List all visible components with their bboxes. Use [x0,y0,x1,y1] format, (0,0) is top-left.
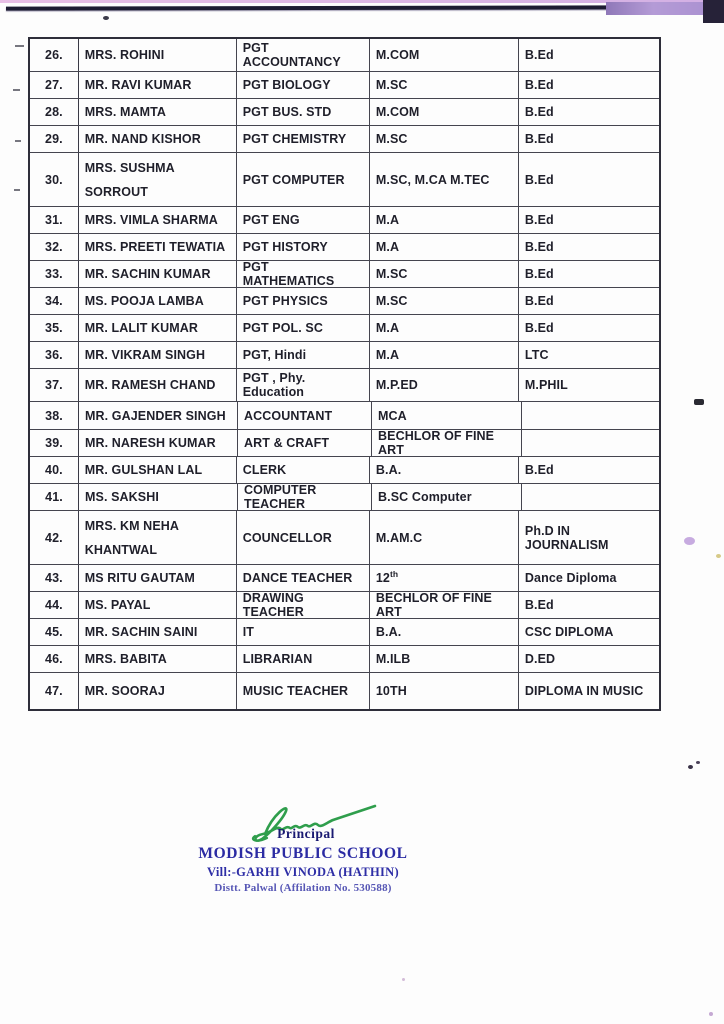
cell-professional-qualification: B.Ed [524,132,554,146]
cell-name [79,565,237,591]
cell-serial-number: 26. [30,39,79,71]
table-row [30,342,659,369]
cell-name [79,430,238,456]
scan-speck [688,765,693,769]
table-row [30,646,659,673]
cell-designation: PGT , Phy. Education [237,369,370,401]
cell-name [79,39,237,71]
cell-qualification [370,234,519,260]
name-line-1: MRS. PREETI TEWATIA [84,240,226,254]
cell-professional-qualification: M.PHIL [524,378,568,392]
name-line-2: KHANTWAL [84,542,158,557]
cell-designation: PGT ACCOUNTANCY [237,39,370,71]
qualification-text: BECHLOR OF FINE ART [378,430,495,456]
cell-designation: PGT MATHEMATICS [237,261,370,287]
cell-name [79,288,237,314]
cell-serial-number: 39. [30,430,79,456]
table-row [30,673,659,709]
stamp-district-line: Distt. Palwal (Affilation No. 530588) [214,882,392,894]
cell-name [79,261,237,287]
name-line-1: MR. NAND KISHOR [84,132,201,146]
cell-professional-qualification: B.Ed [524,463,554,477]
cell-serial-number: 35. [30,315,79,341]
cell-designation: PGT COMPUTER [237,153,370,206]
cell-designation: CLERK [237,457,370,483]
cell-name [79,342,237,368]
cell-professional-qualification: B.Ed [524,172,554,187]
table-row [30,511,659,565]
cell-name [79,234,237,260]
cell-serial-number: 45. [30,619,79,645]
name-line-1: MR. RAVI KUMAR [84,78,192,92]
cell-serial-number: 44. [30,592,79,618]
cell-professional-qualification: B.Ed [524,267,554,281]
scan-speck [694,399,704,405]
qualification-text: M.COM [375,105,420,119]
qualification-text: M.A [375,213,400,227]
cell-qualification [370,126,519,152]
cell-name [79,99,237,125]
cell-qualification [370,39,519,71]
cell-name [79,153,237,206]
cell-designation: DANCE TEACHER [237,565,370,591]
cell-professional-qualification: B.Ed [524,321,554,335]
table-row [30,315,659,342]
cell-name [79,315,237,341]
cell-professional-qualification: B.Ed [524,213,554,227]
cell-name [79,457,237,483]
cell-designation: MUSIC TEACHER [237,673,370,709]
cell-name [79,673,237,709]
cell-serial-number: 33. [30,261,79,287]
name-line-2: SORROUT [84,184,148,199]
name-line-1: MRS. MAMTA [84,105,167,119]
qualification-text: 10TH [375,684,407,698]
name-line-1: MR. GAJENDER SINGH [85,408,226,423]
name-line-1: MS. POOJA LAMBA [84,294,204,308]
cell-qualification [370,673,519,709]
name-line-1: MRS. BABITA [84,652,167,666]
cell-name [79,619,237,645]
qualification-text: M.A [375,348,400,362]
cell-qualification [370,207,519,233]
cell-serial-number: 46. [30,646,79,672]
cell-serial-number: 29. [30,126,79,152]
cell-designation: PGT ENG [237,207,370,233]
qualification-text: B.A. [375,463,402,477]
qualification-text: M.A [375,240,400,254]
cell-qualification [370,565,519,591]
cell-professional-qualification: B.Ed [524,48,554,62]
stamp-school-name: MODISH PUBLIC SCHOOL [198,845,408,862]
cell-qualification [370,288,519,314]
scan-edge-tick [15,45,24,47]
name-line-1: MRS. KM NEHA [84,518,180,533]
qualification-text: M.A [375,321,400,335]
cell-professional-qualification: B.Ed [524,78,554,92]
staff-table [28,37,661,711]
cell-qualification [370,619,519,645]
cell-qualification [372,430,522,456]
cell-serial-number: 28. [30,99,79,125]
cell-qualification [370,342,519,368]
scan-edge-tick [13,89,20,91]
table-row [30,126,659,153]
table-row [30,484,659,511]
scan-edge-tick [15,140,21,142]
table-row [30,72,659,99]
table-row [30,430,659,457]
table-row [30,369,659,402]
cell-name [79,126,237,152]
cell-name [79,484,238,510]
cell-qualification [372,402,522,429]
cell-professional-qualification: DIPLOMA IN MUSIC [524,684,644,698]
cell-qualification [370,315,519,341]
scan-edge-tick [14,189,20,191]
cell-qualification [370,511,519,564]
cell-designation: ACCOUNTANT [238,402,372,429]
cell-serial-number: 30. [30,153,79,206]
cell-name [79,369,237,401]
qualification-superscript: th [389,569,399,579]
cell-professional-qualification: B.Ed [524,598,554,612]
cell-qualification [370,99,519,125]
cell-professional-qualification: Ph.D IN JOURNALISM [524,523,609,552]
cell-serial-number: 43. [30,565,79,591]
scan-speck [716,554,721,558]
scan-speck [684,537,695,545]
cell-serial-number: 47. [30,673,79,709]
cell-serial-number: 40. [30,457,79,483]
table-row [30,234,659,261]
cell-name [79,646,237,672]
name-line-1: MR. VIKRAM SINGH [84,348,206,362]
qualification-text: M.SC [375,132,408,146]
cell-designation: PGT POL. SC [237,315,370,341]
school-stamp [182,826,424,894]
qualification-text: M.AM.C [375,530,423,545]
cell-professional-qualification: B.Ed [524,294,554,308]
cell-designation: COMPUTER TEACHER [238,484,372,510]
table-row [30,39,659,72]
cell-qualification [370,592,519,618]
table-row [30,565,659,592]
table-row [30,457,659,484]
cell-name [79,511,237,564]
name-line-1: MS RITU GAUTAM [84,571,195,585]
qualification-text: B.SC Computer [378,490,472,504]
cell-professional-qualification: LTC [524,348,549,362]
name-line-1: MS. PAYAL [84,598,151,612]
qualification-text: BECHLOR OF FINE ART [375,592,492,618]
cell-designation: PGT PHYSICS [237,288,370,314]
cell-serial-number: 38. [30,402,79,429]
scan-speck [402,978,405,981]
name-line-1: MR. SOORAJ [84,684,165,698]
table-row [30,402,659,430]
cell-professional-qualification: Dance Diploma [524,571,617,585]
qualification-text: B.A. [375,625,402,639]
cell-serial-number: 32. [30,234,79,260]
cell-qualification [370,72,519,98]
name-line-1: MRS. SUSHMA [84,160,175,175]
name-line-1: MR. SACHIN KUMAR [84,267,211,281]
cell-serial-number: 34. [30,288,79,314]
cell-designation: PGT, Hindi [237,342,370,368]
cell-designation: PGT HISTORY [237,234,370,260]
cell-serial-number: 27. [30,72,79,98]
cell-name [79,592,237,618]
qualification-text: M.SC, M.CA M.TEC [375,172,490,187]
table-row [30,261,659,288]
scan-artifact-top-dark-line [6,5,618,10]
cell-qualification [370,261,519,287]
cell-professional-qualification: D.ED [524,652,556,666]
qualification-text: 12 [375,571,390,585]
name-line-1: MR. LALIT KUMAR [84,321,199,335]
name-line-1: MRS. VIMLA SHARMA [84,213,218,227]
cell-designation: LIBRARIAN [237,646,370,672]
qualification-text: M.SC [375,78,408,92]
scan-speck [709,1012,713,1016]
cell-professional-qualification: CSC DIPLOMA [524,625,614,639]
qualification-text: M.ILB [375,652,411,666]
stamp-village-line: Vill:-GARHI VINODA (HATHIN) [207,865,399,879]
cell-qualification [370,646,519,672]
cell-designation: IT [237,619,370,645]
cell-qualification [372,484,522,510]
cell-designation: PGT BUS. STD [237,99,370,125]
cell-serial-number: 31. [30,207,79,233]
cell-designation: COUNCELLOR [237,511,370,564]
cell-qualification [370,369,519,401]
cell-designation: ART & CRAFT [238,430,372,456]
table-row [30,592,659,619]
name-line-1: MR. RAMESH CHAND [84,378,216,392]
qualification-text: M.SC [375,267,408,281]
qualification-text: M.SC [375,294,408,308]
cell-serial-number: 36. [30,342,79,368]
scan-speck [103,16,109,20]
name-line-1: MS. SAKSHI [85,490,159,504]
table-row [30,619,659,646]
cell-name [79,402,238,429]
cell-serial-number: 42. [30,511,79,564]
qualification-text: MCA [378,408,407,423]
cell-name [79,72,237,98]
cell-designation: DRAWING TEACHER [237,592,370,618]
cell-serial-number: 37. [30,369,79,401]
cell-professional-qualification: B.Ed [524,105,554,119]
cell-designation: PGT BIOLOGY [237,72,370,98]
table-row [30,153,659,207]
cell-professional-qualification: B.Ed [524,240,554,254]
scan-speck [696,761,700,764]
cell-serial-number: 41. [30,484,79,510]
name-line-1: MR. SACHIN SAINI [84,625,198,639]
qualification-text: M.P.ED [375,378,418,392]
table-row [30,207,659,234]
qualification-text: M.COM [375,48,420,62]
cell-designation: PGT CHEMISTRY [237,126,370,152]
stamp-principal-title: Principal [277,826,335,841]
table-row [30,288,659,315]
name-line-1: MRS. ROHINI [84,48,165,62]
scan-artifact-corner-mark [703,0,724,23]
name-line-1: MR. GULSHAN LAL [84,463,203,477]
table-row [30,99,659,126]
cell-qualification [370,153,519,206]
cell-qualification [370,457,519,483]
name-line-1: MR. NARESH KUMAR [85,436,216,450]
cell-name [79,207,237,233]
